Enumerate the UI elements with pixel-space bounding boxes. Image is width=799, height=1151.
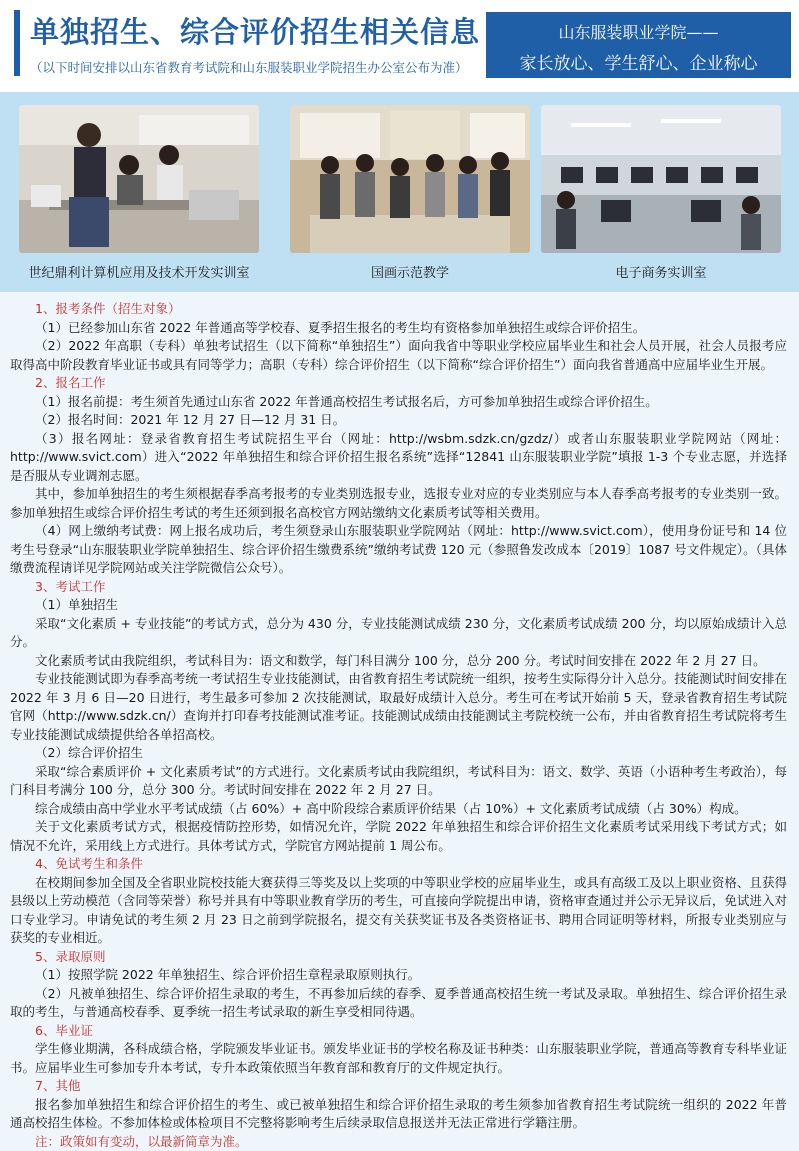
paragraph: 采取“综合素质评价 + 文化素质考试”的方式进行。文化素质考试由我院组织，考试科目为：语文、数学、英语（小语种考生考政治），每门科目考满分 100 分，总分 300 分。考试时间安排在 2022 年 2 月 27 日。 [10,763,787,800]
paragraph: 其中，参加单独招生的考生须根据春季高考报考的专业类别选报专业，选报专业对应的专业类别应与本人春季高考报考的专业类别一致。参加单独招生或综合评价招生考试的考生还须到报名高校官方网站缴纳文化素质考试等相关费用。 [10,485,787,522]
photo-ecommerce-lab [541,105,781,253]
paragraph: （2）报名时间：2021 年 12 月 27 日—12 月 31 日。 [10,411,787,430]
paragraph: 专业技能测试即为春季高考统一考试招生专业技能测试，由省教育招生考试院统一组织，按考生实际得分计入总分。技能测试时间安排在 2022 年 3 月 6 日—20 日进行，考生最多可参加 2 次技能测试，取最好成绩计入总分。考生可在考试开始前 5 天，登录省教育招生考试院官网（http://www.sdzk.cn/）查询并打印春考技能测试准考证。技能测试成绩由技能测试主考院校统一公布，并由省教育招生考试院将考生专业技能测试成绩提供给各单招高校。 [10,670,787,744]
policy-note: 注：政策如有变动，以最新简章为准。 [10,1133,787,1151]
computer-lab-image [19,105,259,253]
photo-caption: 电子商务实训室 [541,262,781,281]
section-heading: 2、报名工作 [10,374,787,393]
admission-info-body [10,300,787,1151]
paragraph: （1）按照学院 2022 年单独招生、综合评价招生章程录取原则执行。 [10,966,787,985]
paragraph: （4）网上缴纳考试费：网上报名成功后，考生须登录山东服装职业学院网站（网址：http://www.svict.com），使用身份证号和 14 位考生号登录“山东服装职业学院单独招生、综合评价招生缴费系统”缴纳考试费 120 元（参照鲁发改成本〔2019〕1087 号文件规定）。（具体缴费流程请详见学院网站或关注学院微信公众号）。 [10,522,787,578]
section-heading: 1、报考条件（招生对象） [10,300,787,319]
photo-computer-lab [19,105,259,253]
ecommerce-lab-image [541,105,781,253]
paragraph: 关于文化素质考试方式，根据疫情防控形势，如情况允许，学院 2022 年单独招生和综合评价招生文化素质考试采用线下考试方式；如情况不允许，采用线上方式进行。具体考试方式，学院官方网站提前 1 周公布。 [10,818,787,855]
paragraph: （2）凡被单独招生、综合评价招生录取的考生，不再参加后续的春季、夏季普通高校招生统一考试及录取。单独招生、综合评价招生录取的考生，与普通高校春季、夏季统一招生考试录取的新生享受相同待遇。 [10,985,787,1022]
section-heading: 3、考试工作 [10,578,787,597]
paragraph: （1）单独招生 [10,596,787,615]
paragraph: 在校期间参加全国及全省职业院校技能大赛获得三等奖及以上奖项的中等职业学校的应届毕业生，或具有高级工及以上职业资格、且获得县级以上劳动模范（含同等荣誉）称号并具有中等职业教育学历的考生，可直接向学院提出申请，资格审查通过并公示无异议后，免试进入对口专业学习。申请免试的考生须 2 月 23 日之前到学院报名，提交有关获奖证书及各类资格证书、聘用合同证明等材料，所报专业类别应与获奖的专业相近。 [10,874,787,948]
header [0,0,799,92]
page-title: 单独招生、综合评价招生相关信息 [30,10,480,51]
paragraph: （2）2022 年高职（专科）单独考试招生（以下简称“单独招生”）面向我省中等职业学校应届毕业生和社会人员开展，社会人员报考应取得高中阶段教育毕业证书或具有同等学力；高职（专科）综合评价招生（以下简称“综合评价招生”）面向我省普通高中应届毕业生开展。 [10,337,787,374]
paragraph: 学生修业期满，各科成绩合格，学院颁发毕业证书。颁发毕业证书的学校名称及证书种类：山东服装职业学院，普通高等教育专科毕业证书。应届毕业生可参加专升本考试，专升本政策依照当年教育部和教育厅的文件规定执行。 [10,1040,787,1077]
paragraph: （1）已经参加山东省 2022 年普通高等学校春、夏季招生报名的考生均有资格参加单独招生或综合评价招生。 [10,319,787,338]
school-banner [486,12,791,78]
paragraph: 文化素质考试由我院组织，考试科目为：语文和数学，每门科目满分 100 分，总分 200 分。考试时间安排在 2022 年 2 月 27 日。 [10,652,787,671]
section-heading: 7、其他 [10,1077,787,1096]
paragraph: （3）报名网址：登录省教育招生考试院招生平台（网址：http://wsbm.sdzk.cn/gzdz/）或者山东服装职业学院网站（网址：http://www.svict.com）进入“2022 年单独招生和综合评价招生报名系统”选择“12841 山东服装职业学院”填报 1-3 个专业志愿，并选择是否服从专业调剂志愿。 [10,430,787,486]
painting-class-image [290,105,530,253]
paragraph: 报名参加单独招生和综合评价招生的考生、或已被单独招生和综合评价招生录取的考生须参加省教育招生考试院统一组织的 2022 年普通高校招生体检。不参加体检或体检项目不完整将影响考生后续录取信息报送并无法正常进行学籍注册。 [10,1096,787,1133]
photo-painting-class [290,105,530,253]
section-heading: 5、录取原则 [10,948,787,967]
title-accent-bar [14,10,20,76]
section-heading: 6、毕业证 [10,1022,787,1041]
school-name: 山东服装职业学院—— [486,20,791,43]
photo-strip [0,92,799,292]
photo-caption: 国画示范教学 [290,262,530,281]
page-subtitle: （以下时间安排以山东省教育考试院和山东服装职业学院招生办公室公布为准） [30,58,468,76]
paragraph: （2）综合评价招生 [10,744,787,763]
school-slogan: 家长放心、学生舒心、企业称心 [486,49,791,74]
section-heading: 4、免试考生和条件 [10,855,787,874]
paragraph: 采取“文化素质 + 专业技能”的考试方式，总分为 430 分，专业技能测试成绩 230 分，文化素质考试成绩 200 分，均以原始成绩计入总分。 [10,615,787,652]
photo-caption: 世纪鼎利计算机应用及技术开发实训室 [19,262,259,281]
paragraph: （1）报名前提：考生须首先通过山东省 2022 年普通高校招生考试报名后，方可参加单独招生或综合评价招生。 [10,393,787,412]
paragraph: 综合成绩由高中学业水平考试成绩（占 60%）+ 高中阶段综合素质评价结果（占 10%）+ 文化素质考试成绩（占 30%）构成。 [10,800,787,819]
